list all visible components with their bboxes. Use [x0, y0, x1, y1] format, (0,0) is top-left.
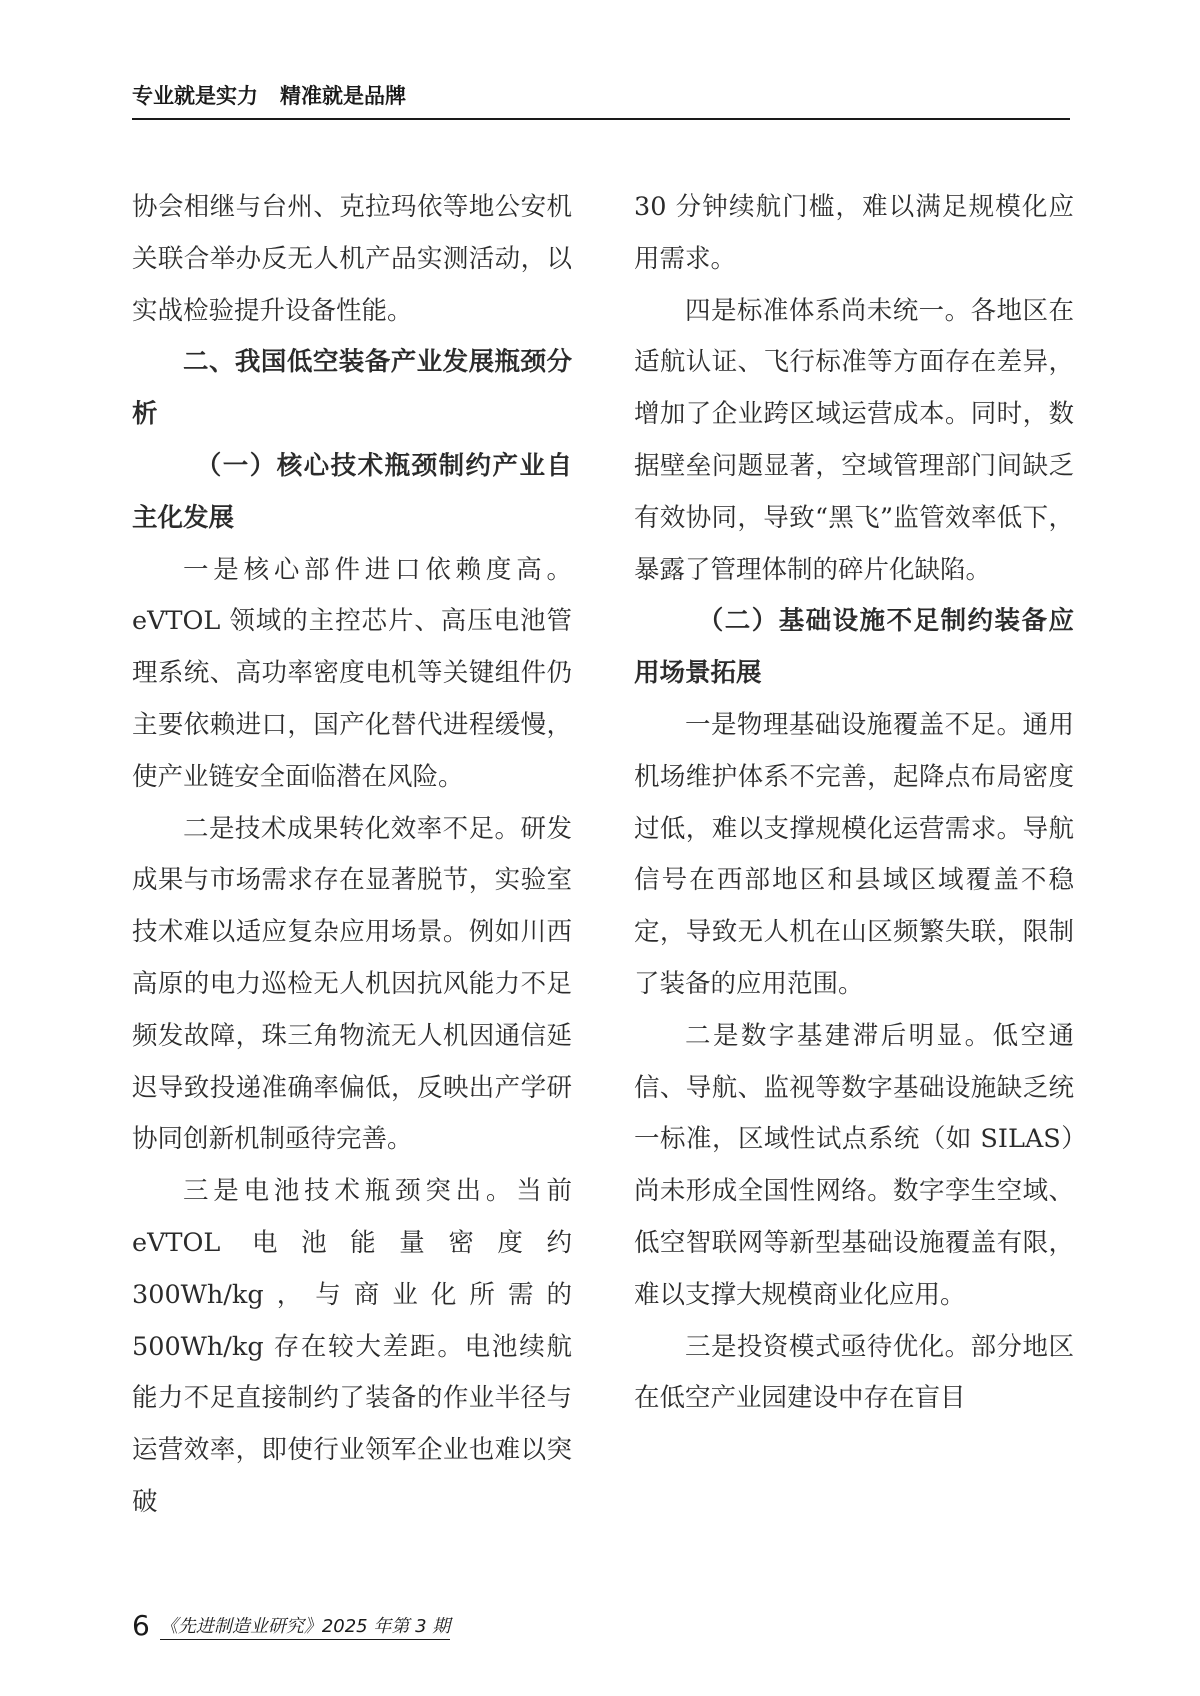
subsection-heading: （二）基础设施不足制约装备应用场景拓展 [634, 606, 1074, 689]
paragraph: 四是标准体系尚未统一。各地区在适航认证、飞行标准等方面存在差异，增加了企业跨区域运营成本。同时，数据壁垒问题显著，空域管理部门间缺乏有效协同，导致“黑飞”监管效率低下，暴露了管理体制的碎片化缺陷。 [634, 295, 1074, 585]
running-header [132, 80, 1070, 120]
journal-citation: 《先进制造业研究》2025 年第 3 期 [160, 1618, 450, 1640]
subsection-heading: （一）核心技术瓶颈制约产业自主化发展 [132, 450, 572, 533]
page-number: 6 [132, 1609, 150, 1642]
paragraph: 三是投资模式亟待优化。部分地区在低空产业园建设中存在盲目 [634, 1331, 1074, 1414]
paragraph: 三是电池技术瓶颈突出。当前 eVTOL 电池能量密度约 300Wh/kg，与商业化所需的 500Wh/kg 存在较大差距。电池续航能力不足直接制约了装备的作业半径与运营效率，即使行业领军企业也难以突破 [132, 1176, 572, 1517]
paragraph: 一是物理基础设施覆盖不足。通用机场维护体系不完善，起降点布局密度过低，难以支撑规模化运营需求。导航信号在西部地区和县域区域覆盖不稳定，导致无人机在山区频繁失联，限制了装备的应用范围。 [634, 709, 1074, 999]
paragraph: 二是数字基建滞后明显。低空通信、导航、监视等数字基础设施缺乏统一标准，区域性试点系统（如 SILAS）尚未形成全国性网络。数字孪生空域、低空智联网等新型基础设施覆盖有限，难以支撑大规模商业化应用。 [634, 1020, 1074, 1310]
header-slogan-left: 专业就是实力 [132, 84, 258, 108]
paragraph: 二是技术成果转化效率不足。研发成果与市场需求存在显著脱节，实验室技术难以适应复杂应用场景。例如川西高原的电力巡检无人机因抗风能力不足频发故障，珠三角物流无人机因通信延迟导致投递准确率偏低，反映出产学研协同创新机制亟待完善。 [132, 813, 572, 1155]
paragraph: 30 分钟续航门槛，难以满足规模化应用需求。 [634, 192, 1074, 274]
right-column [634, 182, 1074, 1425]
left-column [132, 182, 572, 1529]
section-heading: 二、我国低空装备产业发展瓶颈分析 [132, 347, 572, 430]
header-slogan-right: 精准就是品牌 [280, 84, 406, 108]
paragraph: 一是核心部件进口依赖度高。eVTOL 领域的主控芯片、高压电池管理系统、高功率密度电机等关键组件仍主要依赖进口，国产化替代进程缓慢，使产业链安全面临潜在风险。 [132, 554, 572, 792]
page-footer [132, 1609, 451, 1642]
paragraph: 协会相继与台州、克拉玛依等地公安机关联合举办反无人机产品实测活动，以实战检验提升设备性能。 [132, 192, 572, 326]
